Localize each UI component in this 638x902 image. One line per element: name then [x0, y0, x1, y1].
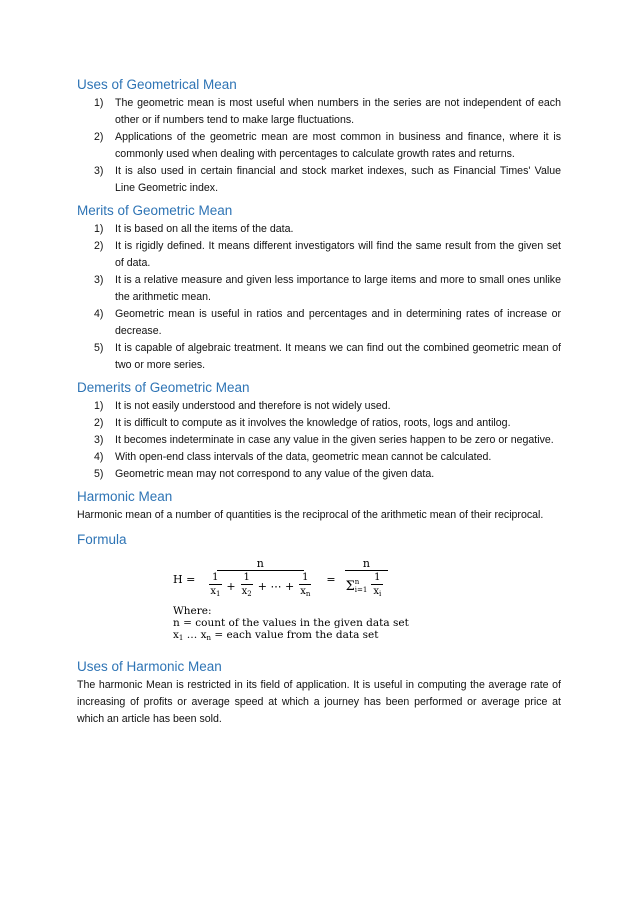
item-number: 2) [94, 131, 104, 143]
section-harmonic-mean [77, 488, 561, 524]
term-1 [207, 571, 223, 601]
subscript: 2 [247, 590, 252, 598]
formula-image [173, 557, 561, 644]
list-item [77, 466, 561, 483]
term-den [207, 585, 223, 601]
paragraph: The harmonic Mean is restricted in its field of application. It is useful in computing the average rate of increasing of profits or average speed at which a journey has been performed or average price at which an article has been sold. [77, 679, 561, 725]
item-number: 3) [94, 165, 104, 177]
item-number: 1) [94, 223, 104, 235]
subscript: i [378, 590, 382, 598]
list-item [77, 272, 561, 306]
where-label: Where: [173, 605, 212, 617]
plus-sign: + [226, 579, 236, 593]
term-2 [239, 571, 255, 601]
legend-line-x [173, 629, 561, 644]
item-text: It becomes indeterminate in case any value in the given series happen to be zero or negative. [115, 434, 554, 446]
denominator [343, 571, 391, 601]
item-number: 4) [94, 308, 104, 320]
term-num: 1 [241, 571, 253, 585]
item-text: It is based on all the items of the data. [115, 223, 294, 235]
item-text: It is difficult to compute as it involves the knowledge of ratios, roots, logs and antilog. [115, 417, 511, 429]
legend-line-n: n = count of the values in the given data set [173, 617, 409, 629]
document-page [77, 76, 561, 733]
term-den [239, 585, 255, 601]
equals-sign: = [326, 572, 336, 586]
item-number: 1) [94, 97, 104, 109]
item-text: Geometric mean is useful in ratios and percentages and in determining rates of increase or decrease. [115, 308, 561, 337]
list-item [77, 449, 561, 466]
section-formula [77, 531, 561, 644]
list-item [77, 238, 561, 272]
term-num: 1 [371, 571, 383, 585]
item-text: It is rigidly defined. It means different investigators will find the same result from the given set of data. [115, 240, 561, 269]
list-item [77, 432, 561, 449]
item-number: 4) [94, 451, 104, 463]
term-num: 1 [299, 571, 311, 585]
list-item [77, 306, 561, 340]
item-number: 1) [94, 400, 104, 412]
subscript: n [206, 634, 212, 642]
section-heading: Harmonic Mean [77, 489, 173, 504]
list-item [77, 95, 561, 129]
term-i [370, 571, 384, 601]
section-heading: Demerits of Geometric Mean [77, 380, 250, 395]
item-text: It is not easily understood and therefore is not widely used. [115, 400, 391, 412]
numbered-list [77, 221, 561, 374]
item-number: 5) [94, 342, 104, 354]
item-text: It is also used in certain financial and stock market indexes, such as Financial Times' Value Line Geometric index. [115, 165, 561, 194]
subscript: 1 [178, 634, 184, 642]
numbered-list [77, 95, 561, 197]
item-text: Geometric mean may not correspond to any value of the given data. [115, 468, 435, 480]
subscript: n [305, 590, 311, 598]
formula-equation [173, 557, 561, 601]
numbered-list [77, 398, 561, 483]
term-num: 1 [209, 571, 221, 585]
list-item [77, 415, 561, 432]
section-heading: Merits of Geometric Mean [77, 203, 233, 218]
list-item [77, 163, 561, 197]
item-text: It is a relative measure and given less importance to large items and more to small ones unlike the arithmetic mean. [115, 274, 561, 303]
var: x [173, 629, 179, 641]
var: x [300, 586, 306, 597]
list-item [77, 398, 561, 415]
term-n [297, 571, 313, 601]
numerator: n [217, 557, 304, 571]
legend-text: = each value from the data set [211, 629, 379, 641]
item-text: With open-end class intervals of the data, geometric mean cannot be calculated. [115, 451, 492, 463]
sigma-symbol: Σ [345, 578, 355, 594]
formula-lhs: H = [173, 572, 196, 586]
formula-legend [173, 605, 561, 644]
list-item [77, 221, 561, 238]
section-merits [77, 202, 561, 374]
subscript: 1 [215, 590, 221, 598]
list-item [77, 129, 561, 163]
item-text: It is capable of algebraic treatment. It means we can find out the combined geometric mean of two or more series. [115, 342, 561, 371]
list-item [77, 340, 561, 374]
item-number: 2) [94, 240, 104, 252]
item-number: 5) [94, 468, 104, 480]
item-number: 2) [94, 417, 104, 429]
section-uses-harmonic-mean [77, 658, 561, 728]
ellipsis-plus: + ⋯ + [257, 579, 295, 593]
main-fraction [201, 557, 319, 601]
item-text: Applications of the geometric mean are most common in business and finance, where it is commonly used when dealing with percentages to calculate growth rates and returns. [115, 131, 561, 160]
sigma-upper: n [354, 578, 360, 586]
section-heading: Uses of Harmonic Mean [77, 659, 222, 674]
var: x [373, 586, 379, 597]
term-den [370, 585, 384, 601]
term-den [297, 585, 313, 601]
sigma-limits [355, 578, 368, 594]
sum-fraction [343, 557, 391, 601]
numerator: n [345, 557, 388, 571]
var: x [210, 586, 216, 597]
section-heading: Formula [77, 532, 127, 547]
var: x [241, 586, 248, 597]
item-number: 3) [94, 434, 104, 446]
paragraph: Harmonic mean of a number of quantities is the reciprocal of the arithmetic mean of their reciprocal. [77, 509, 544, 521]
item-number: 3) [94, 274, 104, 286]
sigma-lower: i=1 [354, 586, 368, 594]
ellipsis-text: … x [183, 629, 207, 641]
section-demerits [77, 379, 561, 483]
section-uses-geometric-mean [77, 76, 561, 197]
denominator [201, 571, 319, 601]
item-text: The geometric mean is most useful when numbers in the series are not independent of each other or if numbers tend to make large fluctuations. [115, 97, 561, 126]
section-heading: Uses of Geometrical Mean [77, 77, 237, 92]
